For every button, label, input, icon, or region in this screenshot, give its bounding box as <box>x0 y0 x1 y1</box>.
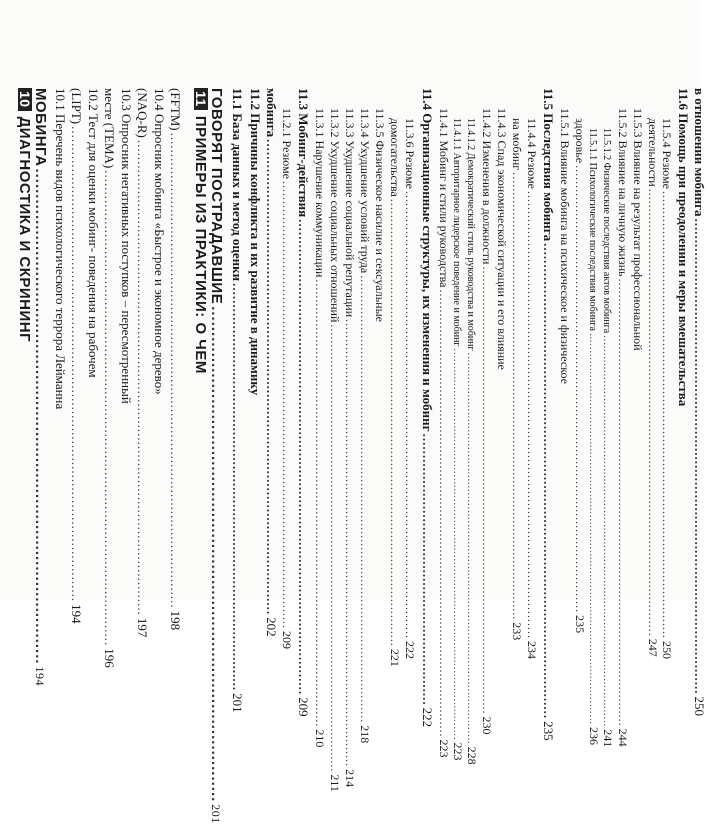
toc-item-label-cont: (LIPT) <box>69 88 84 125</box>
leader-dots: ................................................................................................................ <box>168 132 183 609</box>
toc-item-label: 11.3.2 Ухудшение социальных отношений <box>328 108 342 323</box>
toc-item-page: 218 <box>358 725 372 744</box>
toc-item-page: 201 <box>230 693 245 713</box>
toc-item-label: 11.3.4 Ухудшение условий труда <box>358 108 372 274</box>
toc-item-page: 209 <box>280 631 294 650</box>
toc-item-11-3-4 <box>358 108 372 744</box>
toc-item-page: 235 <box>541 721 556 741</box>
leader-dots: ................................................................................................................ <box>616 278 630 727</box>
toc-item-label: 11.5 Последствия мобинга <box>541 88 556 242</box>
toc-item-11-5-1-1 <box>587 128 601 745</box>
toc-item-label-cont: (NAQ-R) <box>135 88 150 138</box>
chapter-11-heading <box>193 88 208 508</box>
toc-item-11-3-5-cont <box>388 118 402 667</box>
toc-item-page: 244 <box>616 728 630 747</box>
toc-item-label: 11.1 База данных и метод оценки <box>230 88 245 282</box>
leader-dots: ................................................................................................................ <box>692 218 707 695</box>
leader-dots: ................................................................................................................ <box>437 289 451 738</box>
toc-item-page: 250 <box>660 641 674 660</box>
leader-dots: ................................................................................................................ <box>451 348 462 741</box>
toc-item-11-3-2 <box>328 108 342 792</box>
toc-item-label: 11.4.3 Спад экономической ситуации и его влияние <box>495 108 509 370</box>
chapter-10-page: 194 <box>33 666 47 687</box>
toc-item-page: 210 <box>313 729 327 748</box>
chapter-10-number: 10 <box>18 88 32 111</box>
chapter-10-heading-line2 <box>32 88 49 687</box>
toc-item-page: 222 <box>420 707 435 728</box>
toc-item-page: 222 <box>403 641 417 660</box>
leader-dots: ................................................................................................................ <box>601 335 612 728</box>
toc-item-label: 10.2 Тест для оценки мобинг- поведения на рабочем <box>86 88 101 378</box>
toc-item-10-1 <box>54 88 67 409</box>
leader-dots: ................................................................................................................ <box>102 170 117 647</box>
toc-item-label-cont: здоровье <box>573 118 587 164</box>
toc-item-11-2-cont <box>264 88 279 637</box>
chapter-11-title-line2: ГОВОРЯТ ПОСТРАДАВШИЕ <box>208 88 225 305</box>
toc-item-11-3-1 <box>313 108 327 748</box>
toc-item-page: 209 <box>296 697 311 717</box>
leader-dots: ................................................................................................................ <box>388 198 402 647</box>
toc-item-10-4 <box>153 88 166 395</box>
leader-dots: ................................................................................................................ <box>541 243 556 720</box>
leader-dots: ................................................................................................................ <box>69 126 84 603</box>
toc-item-11-5-1-cont <box>573 118 587 634</box>
toc-item-label: 10.1 Перечень видов психологического террора Лейманна <box>53 88 68 410</box>
toc-item-label: 11.3 Мобинг-действия <box>296 88 311 218</box>
toc-item-label: 11.3.3 Ухудшение социальной репутации <box>343 108 357 318</box>
leader-dots: ................................................................................................................ <box>343 319 357 768</box>
toc-item-11-2-1 <box>280 108 294 650</box>
toc-item-11-5-3-cont <box>646 118 660 657</box>
leader-dots: ................................................................ <box>420 433 435 706</box>
toc-item-label: 11.4.4 Резюме <box>525 118 539 190</box>
toc-item-label: 11.5.1 Влияние мобинга на психическое и физическое <box>558 108 572 384</box>
toc-item-page: 221 <box>388 648 402 667</box>
toc-item-11-4 <box>420 88 435 728</box>
toc-item-11-4-1-2 <box>465 118 479 765</box>
toc-item-page: 230 <box>480 716 494 735</box>
toc-item-page: 241 <box>601 729 615 748</box>
toc-item-11-4-1 <box>437 108 451 758</box>
leader-dots: ................................................................................................ <box>208 306 225 803</box>
chapter-10-heading <box>17 88 32 508</box>
toc-item-page: 236 <box>587 726 601 745</box>
toc-item-label: 11.5.3 Влияние на результат профессиональной <box>631 108 645 351</box>
toc-item-11-4-2 <box>480 108 494 735</box>
toc-item-11-4-4 <box>525 118 539 660</box>
toc-item-label: 11.6 Помощь при преодолении и меры вмешательства <box>676 88 691 407</box>
toc-item-label: 10.3 Опросник негативных поступков – пересмотренный <box>119 88 134 404</box>
toc-item-label: 11.2.1 Резюме <box>280 108 294 180</box>
leader-dots: ................................................................................................................ <box>660 191 674 640</box>
toc-item-label: 11.5.1.2 Физические последствия актов мобинга <box>601 128 612 334</box>
toc-item-page: 223 <box>437 739 451 758</box>
leader-dots: ................................................................................................................ <box>358 275 372 724</box>
toc-item-page: 194 <box>69 604 84 624</box>
toc-item-label: 11.3.1 Нарушение коммуникации <box>313 108 327 278</box>
leader-dots: ................................................................................................................ <box>525 191 539 640</box>
toc-item-page: 223 <box>451 742 465 761</box>
toc-item-page: 250 <box>692 696 707 717</box>
toc-item-label: 11.4.1.2 Демократический стиль руководства и мобинг <box>465 118 476 351</box>
toc-item-page: 196 <box>102 648 117 668</box>
toc-item-10-2 <box>87 88 100 378</box>
toc-item-label: 11.5.1.1 Психологические последствия мобинга <box>587 128 598 331</box>
toc-item-label: 11.5.2 Влияние на личную жизнь <box>616 108 630 277</box>
chapter-11-page: 201 <box>209 804 223 824</box>
toc-item-11-5-1 <box>559 108 571 384</box>
chapter-11-number: 11 <box>194 88 208 110</box>
toc-item-11-5-3 <box>632 108 644 351</box>
toc-item-label: 11.2 Причины конфликта и их развитие в динамику <box>248 88 263 396</box>
toc-item-11-3 <box>296 88 311 717</box>
toc-item-page: 233 <box>510 622 524 641</box>
toc-item-label-cont: в отношении мобинга <box>692 88 707 217</box>
toc-item-page: 228 <box>465 746 479 765</box>
toc-item-11-4-3-cont <box>510 118 524 641</box>
toc-item-11-3-3 <box>343 108 357 788</box>
toc-item-label-cont: на мобинг <box>510 118 524 171</box>
leader-dots: ................................................................................................................ <box>573 165 587 614</box>
leader-dots: ................................................................................................................ <box>510 172 524 621</box>
toc-item-label: 11.5.4 Резюме <box>660 118 674 190</box>
toc-item-11-5-4 <box>660 118 674 660</box>
toc-item-page: 198 <box>168 610 183 631</box>
toc-item-10-4-cont <box>168 88 183 631</box>
leader-dots: ................................................................................................................ <box>480 266 494 715</box>
toc-item-11-6 <box>677 88 690 406</box>
toc-item-11-2 <box>249 88 262 395</box>
toc-item-page: 211 <box>328 774 342 792</box>
toc-item-11-3-6 <box>403 118 417 660</box>
leader-dots: ................................................................................................................ <box>296 219 311 696</box>
leader-dots: ................................................................................................................ <box>264 139 279 616</box>
toc-item-label: 11.4.1 Мобинг и стили руководства <box>437 108 451 288</box>
toc-item-page: 247 <box>646 638 660 657</box>
toc-item-10-1-cont <box>69 88 84 624</box>
toc-item-label: 11.4 Организационные структуры, их изменения и мобинг <box>420 88 435 432</box>
leader-dots: ................................................................................................................ <box>646 188 660 637</box>
toc-item-11-6-cont <box>692 88 707 717</box>
toc-item-label: 11.4.1.1 Авторитарное лидерское поведение и мобинг <box>451 118 462 347</box>
toc-item-label-cont: месте (TEMA) <box>102 88 117 169</box>
toc-item-label: 11.3.6 Резюме <box>403 118 417 190</box>
chapter-11-title-line1: ПРИМЕРЫ ИЗ ПРАКТИКИ: О ЧЕМ <box>192 115 209 374</box>
toc-item-page: 214 <box>343 769 357 788</box>
toc-item-11-5-1-2 <box>601 128 615 748</box>
leader-dots: ................................................................................................................ <box>280 181 294 630</box>
leader-dots: ................................................................................................ <box>230 283 245 692</box>
toc-item-page: 197 <box>135 617 150 638</box>
leader-dots: ................................................................................................................ <box>587 332 598 725</box>
toc-item-label: 11.3.5 Физическое насилие и сексуальные <box>373 108 387 322</box>
toc-item-page: 235 <box>573 615 587 634</box>
toc-item-11-4-1-1 <box>451 118 465 761</box>
toc-item-11-1 <box>230 88 245 713</box>
chapter-11-heading-line2 <box>208 88 225 824</box>
chapter-10-title-line2: МОБИНГА <box>32 88 49 167</box>
toc-item-label: 11.4.2 Изменения в должности <box>480 108 494 265</box>
toc-item-11-5 <box>541 88 556 741</box>
leader-dots: ................................................................................................................ <box>328 324 342 773</box>
toc-item-page: 202 <box>264 617 279 637</box>
toc-item-label-cont: (FFTM) <box>168 88 183 131</box>
leader-dots: ................................................................................................................ <box>313 279 327 728</box>
toc-item-10-3-cont <box>135 88 150 638</box>
toc-item-10-3 <box>120 88 133 404</box>
toc-item-label-cont: деятельности <box>646 118 660 187</box>
toc-item-11-4-3 <box>496 108 508 370</box>
toc-item-label: 10.4 Опросник мобинга «Быстрое и экономное дерево» <box>152 88 167 395</box>
toc-item-10-2-cont <box>102 88 117 668</box>
leader-dots: ................................................................................................ <box>32 168 49 665</box>
toc-item-11-3-5 <box>374 108 386 322</box>
toc-item-label-cont: мобинга <box>264 88 279 138</box>
chapter-10-title-line1: ДИАГНОСТИКА И СКРИНИНГ <box>16 116 33 343</box>
toc-item-page: 234 <box>525 641 539 660</box>
leader-dots: ................................................................................................................ <box>465 352 476 745</box>
toc-item-11-5-2 <box>616 108 630 747</box>
leader-dots: ................................................................................................................ <box>403 191 417 640</box>
leader-dots: ................................................................................................................ <box>135 139 150 616</box>
toc-item-label-cont: домогательства <box>388 118 402 197</box>
